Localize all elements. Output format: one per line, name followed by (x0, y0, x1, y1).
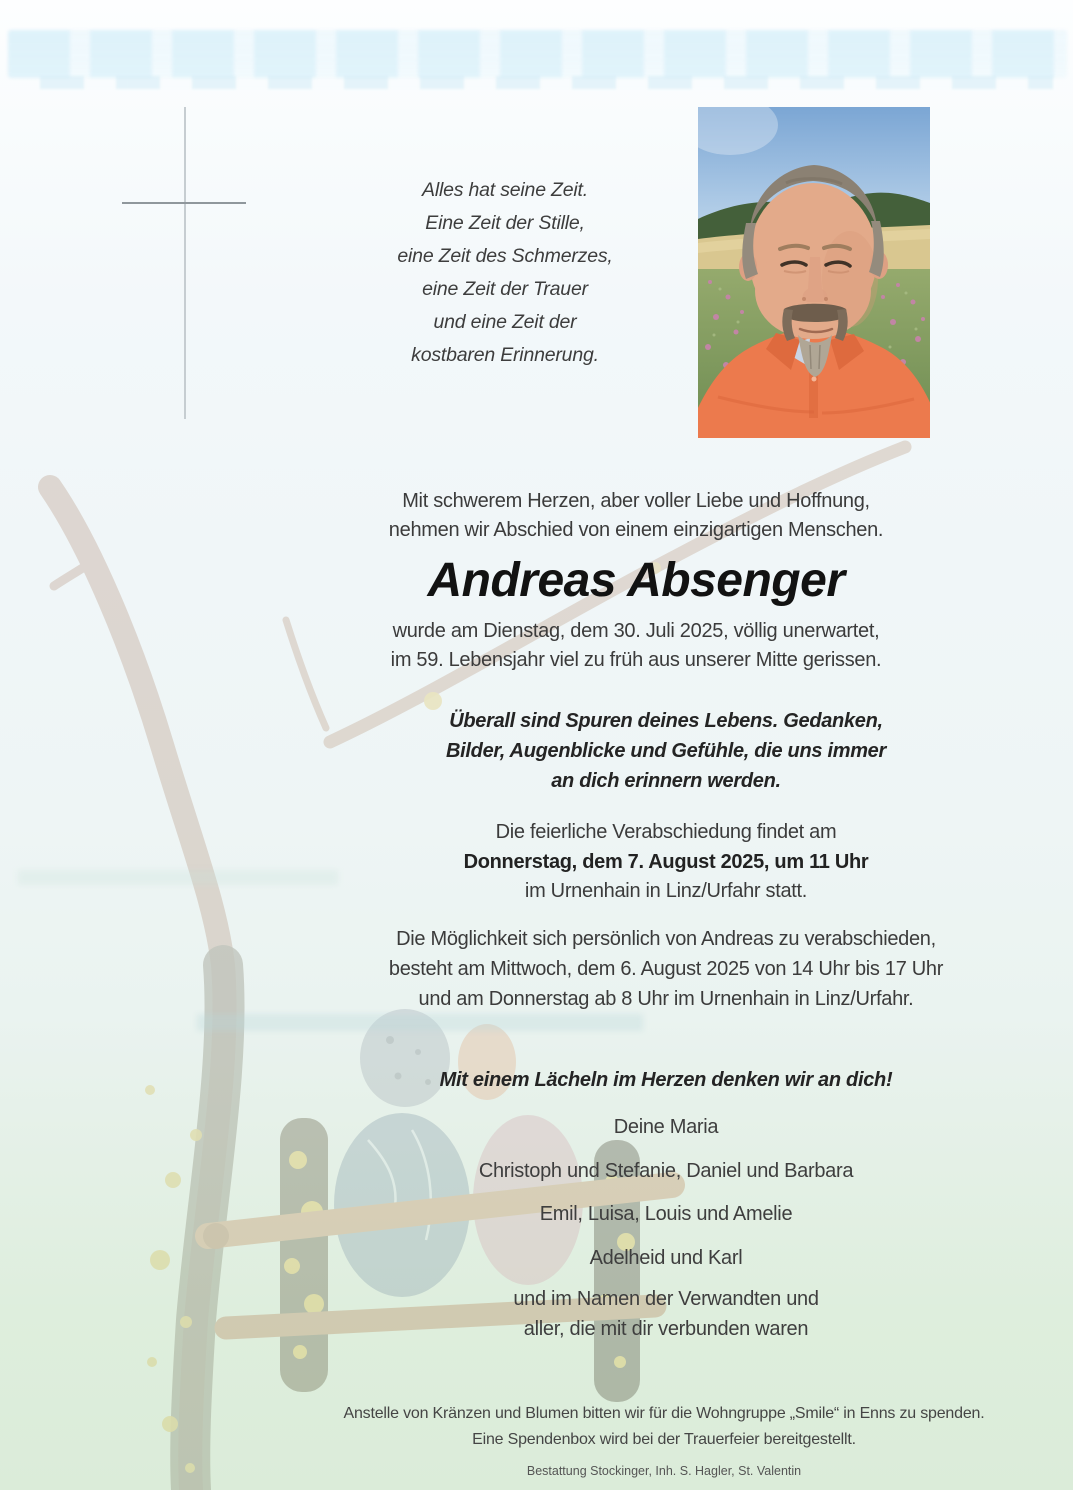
mourner-line: Adelheid und Karl (589, 1246, 743, 1269)
dates-line: im 59. Lebensjahr viel zu früh aus unserer Mitte gerissen. (390, 649, 882, 671)
ceremony-details (260, 818, 1072, 907)
verse-line: an dich erinnern werden. (551, 770, 781, 792)
cross-vertical-line (184, 107, 186, 419)
life-dates (230, 617, 1042, 675)
ghost-watermark-band (8, 30, 1067, 78)
mourners-list (260, 1106, 1072, 1280)
farewell-line: und am Donnerstag ab 8 Uhr im Urnenhain in Linz/Urfahr. (418, 988, 914, 1010)
smile-line: Mit einem Lächeln im Herzen denken wir an dich! (439, 1069, 893, 1091)
poem-line: kostbaren Erinnerung. (411, 344, 599, 366)
ghost-watermark-band-2 (40, 76, 1053, 89)
farewell-line: besteht am Mittwoch, dem 6. August 2025 von 14 Uhr bis 17 Uhr (388, 958, 944, 980)
verse-line: Überall sind Spuren deines Lebens. Gedanken, (449, 710, 883, 732)
mustache (784, 304, 847, 322)
mourner-line: Emil, Luisa, Louis und Amelie (539, 1203, 793, 1225)
verse-line: Bilder, Augenblicke und Gefühle, die uns immer (446, 740, 886, 762)
announcement-intro (230, 487, 1042, 545)
ghost-smudge (197, 1014, 643, 1031)
closing-lines (260, 1284, 1072, 1344)
farewell-line: Die Möglichkeit sich persönlich von Andreas zu verabschieden, (396, 928, 936, 950)
trunk (50, 487, 225, 1490)
closing-line: und im Namen der Verwandten und (513, 1288, 819, 1310)
memorial-verse (260, 706, 1072, 796)
closing-line: aller, die mit dir verbunden waren (523, 1318, 809, 1340)
donation-line: Anstelle von Kränzen und Blumen bitten wir für die Wohngruppe „Smile“ in Enns zu spenden. (343, 1405, 985, 1422)
ceremony-line: im Urnenhain in Linz/Urfahr statt. (524, 880, 808, 902)
dates-line: wurde am Dienstag, dem 30. Juli 2025, völlig unerwartet, (392, 620, 880, 642)
ceremony-line: Die feierliche Verabschiedung findet am (495, 821, 837, 843)
poem-line: Alles hat seine Zeit. (422, 179, 588, 201)
donation-note (258, 1401, 1070, 1453)
portrait-photo (698, 107, 930, 438)
opening-poem (285, 174, 725, 372)
deceased-name: Andreas Absenger (427, 554, 845, 607)
cross-horizontal-line (122, 202, 246, 204)
funeral-home-line: Bestattung Stockinger, Inh. S. Hagler, St. Valentin (526, 1464, 802, 1478)
poem-line: und eine Zeit der (433, 311, 577, 333)
intro-line: Mit schwerem Herzen, aber voller Liebe und Hoffnung, (402, 490, 870, 512)
poem-line: eine Zeit der Trauer (422, 278, 588, 300)
mourner-line: Christoph und Stefanie, Daniel und Barbara (478, 1159, 854, 1182)
farewell-details (260, 924, 1072, 1014)
intro-line: nehmen wir Abschied von einem einzigartigen Menschen. (388, 519, 884, 541)
poem-line: Eine Zeit der Stille, (425, 212, 585, 234)
mourner-line: Deine Maria (613, 1116, 719, 1138)
poem-line: eine Zeit des Schmerzes, (397, 245, 613, 267)
donation-line: Eine Spendenbox wird bei der Trauerfeier bereitgestellt. (472, 1431, 856, 1448)
ceremony-date: Donnerstag, dem 7. August 2025, um 11 Uhr (463, 850, 869, 873)
lichen-spots (145, 1085, 202, 1473)
